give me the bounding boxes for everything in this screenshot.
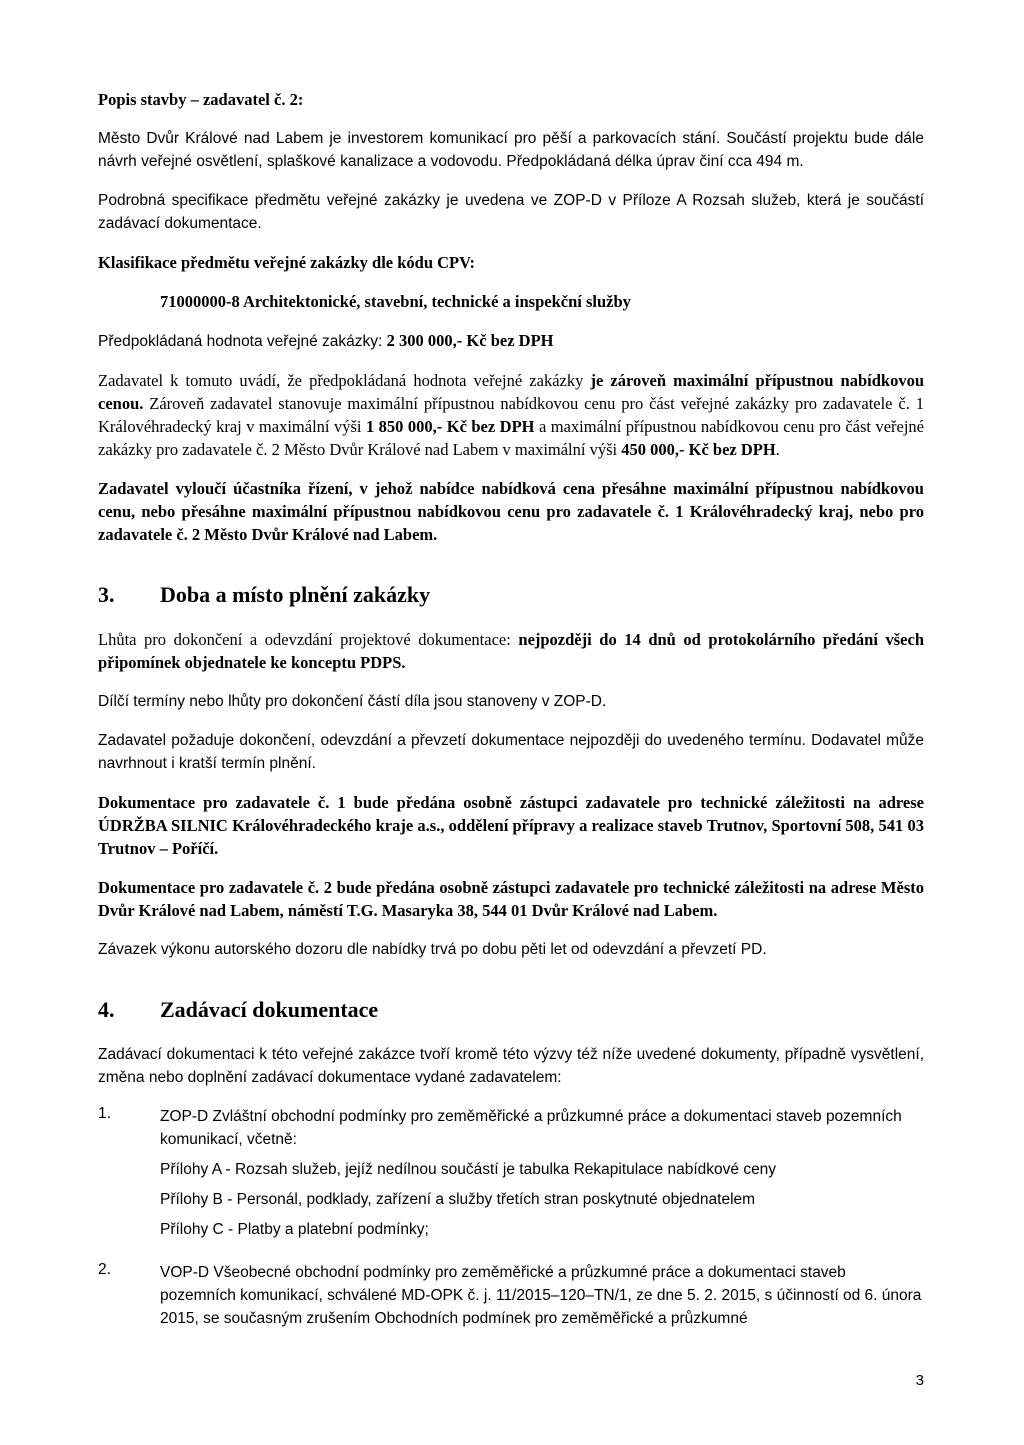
annex-c: Přílohy C - Platby a platební podmínky;	[160, 1221, 429, 1238]
paragraph-max-price	[98, 369, 924, 461]
max-price-text-1: Zadavatel k tomuto uvádí, že předpokládaná hodnota veřejné zakázky	[98, 371, 591, 390]
paragraph-completion: Zadavatel požaduje dokončení, odevzdání a převzetí dokumentace nejpozději do uvedeného termínu. Dodavatel může navrhnout i kratší termín plnění.	[98, 732, 924, 772]
cpv-code-text: 71000000-8 Architektonické, stavební, technické a inspekční služby	[160, 292, 631, 311]
list-number: 2.	[98, 1261, 111, 1278]
deadline-label: Lhůta pro dokončení a odevzdání projektové dokumentace:	[98, 630, 519, 649]
list-text: VOP-D Všeobecné obchodní podmínky pro zeměměřické a průzkumné práce a dokumentaci staveb pozemních komunikací, schválené MD-OPK č. j. 11/2015–120–TN/1, ze dne 5. 2. 2015, s účinností od 6. února 2015, se současným zrušením Obchodních podmínek pro zeměměřické a průzkumné	[160, 1264, 922, 1327]
max-price-text-2: Zároveň zadavatel stanovuje maximální přípustnou nabídkovou cenu pro část veřejné zakázky pro zadavatele č. 1 Královéhradecký kraj v maximální výši	[98, 394, 924, 436]
deadline-value: nejpozději do 14 dnů od protokolárního předání všech připomínek objednatele ke konceptu PDPS.	[98, 630, 924, 672]
section-heading-4	[98, 997, 924, 1023]
paragraph-estimated-value	[98, 329, 924, 353]
paragraph-specification: Podrobná specifikace předmětu veřejné zakázky je uvedena ve ZOP-D v Příloze A Rozsah služeb, která je součástí zadávací dokumentace.	[98, 192, 924, 232]
annex-b: Přílohy B - Personál, podklady, zařízení a služby třetích stran poskytnuté objednatelem	[160, 1191, 756, 1208]
cpv-heading-text: Klasifikace předmětu veřejné zakázky dle kódu CPV:	[98, 253, 476, 272]
document-page	[98, 88, 924, 1340]
exclusion-text: Zadavatel vyloučí účastníka řízení, v jehož nabídce nabídková cena přesáhne maximální přípustnou nabídkovou cenu, nebo přesáhne maximální přípustnou nabídkovou cenu pro zadavatele č. 1 Královéhradecký kraj, nebo pro zadavatele č. 2 Město Dvůr Králové nad Labem.	[98, 479, 924, 544]
max-price-bold-3: 450 000,- Kč bez DPH	[621, 440, 776, 459]
delivery-2-text: Dokumentace pro zadavatele č. 2 bude předána osobně zástupci zadavatele pro technické záležitosti na adrese Město Dvůr Králové nad Labem, náměstí T.G. Masaryka 38, 544 01 Dvůr Králové nad Labem.	[98, 878, 924, 920]
max-price-text-3: a maximální přípustnou nabídkovou cenu pro část veřejné zakázky pro zadavatele č. 2 Město Dvůr Králové nad Labem v maximální výši	[98, 417, 924, 459]
list-text: ZOP-D Zvláštní obchodní podmínky pro zeměměřické a průzkumné práce a dokumentaci staveb pozemních komunikací, včetně:	[160, 1108, 902, 1148]
list-item	[98, 1261, 924, 1330]
cpv-code	[160, 290, 924, 313]
section-number: 3.	[98, 582, 115, 607]
paragraph-deadline	[98, 628, 924, 674]
max-price-text-4: .	[775, 440, 780, 459]
delivery-1-text: Dokumentace pro zadavatele č. 1 bude předána osobně zástupci zadavatele pro technické záležitosti na adrese ÚDRŽBA SILNIC Královéhradeckého kraje a.s., oddělení přípravy a realizace staveb Trutnov, Sportovní 508, 541 03 Trutnov – Poříčí.	[98, 793, 924, 858]
paragraph-project-description: Město Dvůr Králové nad Labem je investorem komunikací pro pěší a parkovacích stání. Součástí projektu bude dále návrh veřejné osvětlení, splaškové kanalizace a vodovodu. Předpokládaná délka úprav činí cca 494 m.	[98, 130, 924, 170]
section-heading-text: Doba a místo plnění zakázky	[160, 582, 431, 607]
page-number: 3	[915, 1372, 924, 1389]
section-heading-3	[98, 582, 924, 608]
list-number: 1.	[98, 1105, 111, 1122]
paragraph-cpv-heading	[98, 251, 924, 274]
paragraph-delivery-1	[98, 791, 924, 860]
section-heading-text: Zadávací dokumentace	[160, 997, 379, 1022]
max-price-bold-1: je zároveň maximální přípustnou nabídkovou cenou.	[98, 371, 924, 413]
paragraph-delivery-2	[98, 876, 924, 922]
list-item	[98, 1105, 924, 1251]
section-number: 4.	[98, 997, 115, 1022]
paragraph-partial-deadlines: Dílčí termíny nebo lhůty pro dokončení částí díla jsou stanoveny v ZOP-D.	[98, 693, 607, 710]
paragraph-exclusion	[98, 477, 924, 546]
annex-a: Přílohy A - Rozsah služeb, jejíž nedílnou součástí je tabulka Rekapitulace nabídkové ceny	[160, 1161, 777, 1178]
paragraph-tender-docs: Zadávací dokumentaci k této veřejné zakázce tvoří kromě této výzvy též níže uvedené dokumenty, případně vysvětlení, změna nebo doplnění zadávací dokumentace vydané zadavatelem:	[98, 1046, 924, 1086]
paragraph-supervision: Závazek výkonu autorského dozoru dle nabídky trvá po dobu pěti let od odevzdání a převzetí PD.	[98, 941, 767, 958]
section-title	[98, 88, 924, 111]
title-text: Popis stavby – zadavatel č. 2:	[98, 90, 304, 109]
estimated-value-label: Předpokládaná hodnota veřejné zakázky:	[98, 333, 387, 350]
estimated-value: 2 300 000,- Kč bez DPH	[386, 331, 554, 350]
max-price-bold-2: 1 850 000,- Kč bez DPH	[365, 417, 535, 436]
